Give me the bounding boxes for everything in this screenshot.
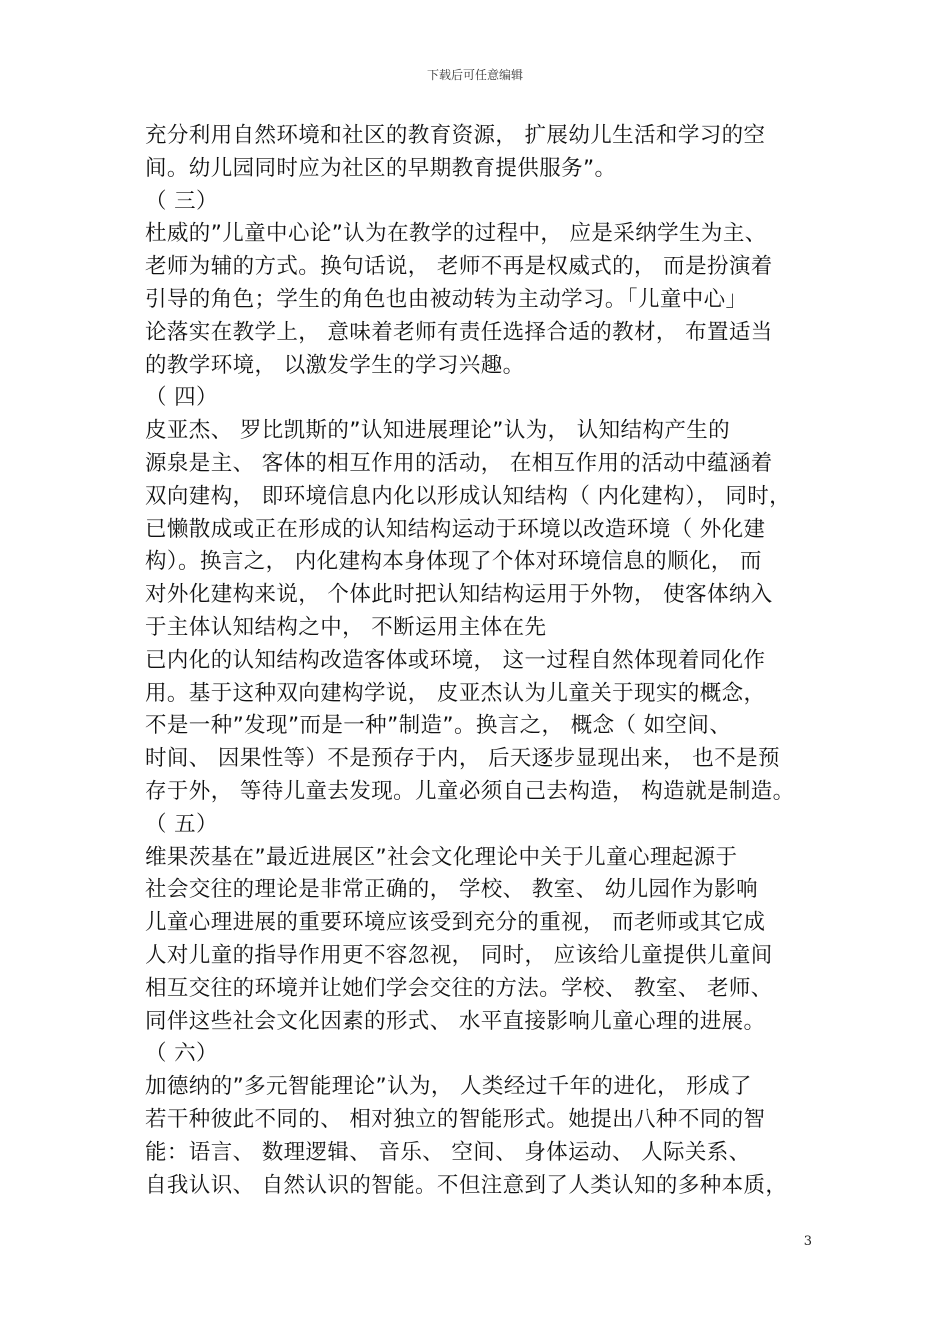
text-line: 存于外， 等待儿童去发现。儿童必须自己去构造， 构造就是制造。 [145,778,795,804]
text-line: 老师为辅的方式。换句话说， 老师不再是权威式的， 而是扮演着 [145,254,773,280]
text-line: 间。幼儿园同时应为社区的早期教育提供服务”。 [145,155,617,181]
section-heading: （ 四） [145,385,218,411]
text-line: 杜威的”儿童中心论”认为在教学的过程中， 应是采纳学生为主、 [145,221,767,247]
text-line: 已内化的认知结构改造客体或环境， 这一过程自然体现着同化作 [145,647,766,673]
text-line: 社会交往的理论是非常正确的， 学校、 教室、 幼儿园作为影响 [145,877,759,903]
text-line: 论落实在教学上， 意味着老师有责任选择合适的教材， 布置适当 [145,319,773,345]
text-line: 同伴这些社会文化因素的形式、 水平直接影响儿童心理的进展。 [145,1008,766,1034]
text-line: 充分利用自然环境和社区的教育资源， 扩展幼儿生活和学习的空 [145,123,766,148]
text-line: 源泉是主、 客体的相互作用的活动， 在相互作用的活动中蕴涵着 [145,450,773,476]
text-line: 自我认识、 自然认识的智能。不但注意到了人类认知的多种本质， [145,1172,788,1198]
text-line: 于主体认知结构之中， 不断运用主体在先 [145,614,547,640]
text-line: 相互交往的环境并让她们学会交往的方法。学校、 教室、 老师、 [145,975,773,1001]
text-line: 双向建构， 即环境信息内化以形成认知结构（ 内化建构）， 同时， [145,483,792,509]
text-line: 人对儿童的指导作用更不容忽视， 同时， 应该给儿童提供儿童间 [145,942,773,968]
text-line: 儿童心理进展的重要环境应该受到充分的重视， 而老师或其它成 [145,910,766,936]
text-line: 用。基于这种双向建构学说， 皮亚杰认为儿童关于现实的概念， [145,680,766,706]
text-line: 皮亚杰、 罗比凯斯的”认知进展理论”认为， 认知结构产生的 [145,418,731,444]
page-number: 3 [803,1234,812,1249]
section-heading: （ 三） [145,188,218,214]
text-line: 不是一种”发现”而是一种”制造”。换言之， 概念（ 如空间、 [145,713,732,739]
section-heading: （ 六） [145,1041,218,1067]
text-line: 维果茨基在”最近进展区”社会文化理论中关于儿童心理起源于 [145,844,738,870]
text-line: 引导的角色；学生的角色也由被动转为主动学习。「儿童中心」 [145,286,748,312]
section-heading: （ 五） [145,811,218,837]
text-line: 时间、 因果性等）不是预存于内， 后天逐步显现出来， 也不是预 [145,746,780,772]
document-body [145,120,825,1202]
text-line: 加德纳的”多元智能理论”认为， 人类经过千年的进化， 形成了 [145,1074,752,1100]
text-line: 已懒散成或正在形成的认知结构运动于环境以改造环境（ 外化建 [145,516,766,542]
text-line: 若干种彼此不同的、 相对独立的智能形式。她提出八种不同的智 [145,1106,766,1132]
text-line: 构）。换言之， 内化建构本身体现了个体对环境信息的顺化， 而 [145,549,762,575]
page-header-note: 下载后可任意编辑 [426,68,523,82]
text-line: 的教学环境， 以激发学生的学习兴趣。 [145,352,525,378]
text-line: 对外化建构来说， 个体此时把认知结构运用于外物， 使客体纳入 [145,582,773,608]
text-line: 能：语言、 数理逻辑、 音乐、 空间、 身体运动、 人际关系、 [145,1139,751,1165]
